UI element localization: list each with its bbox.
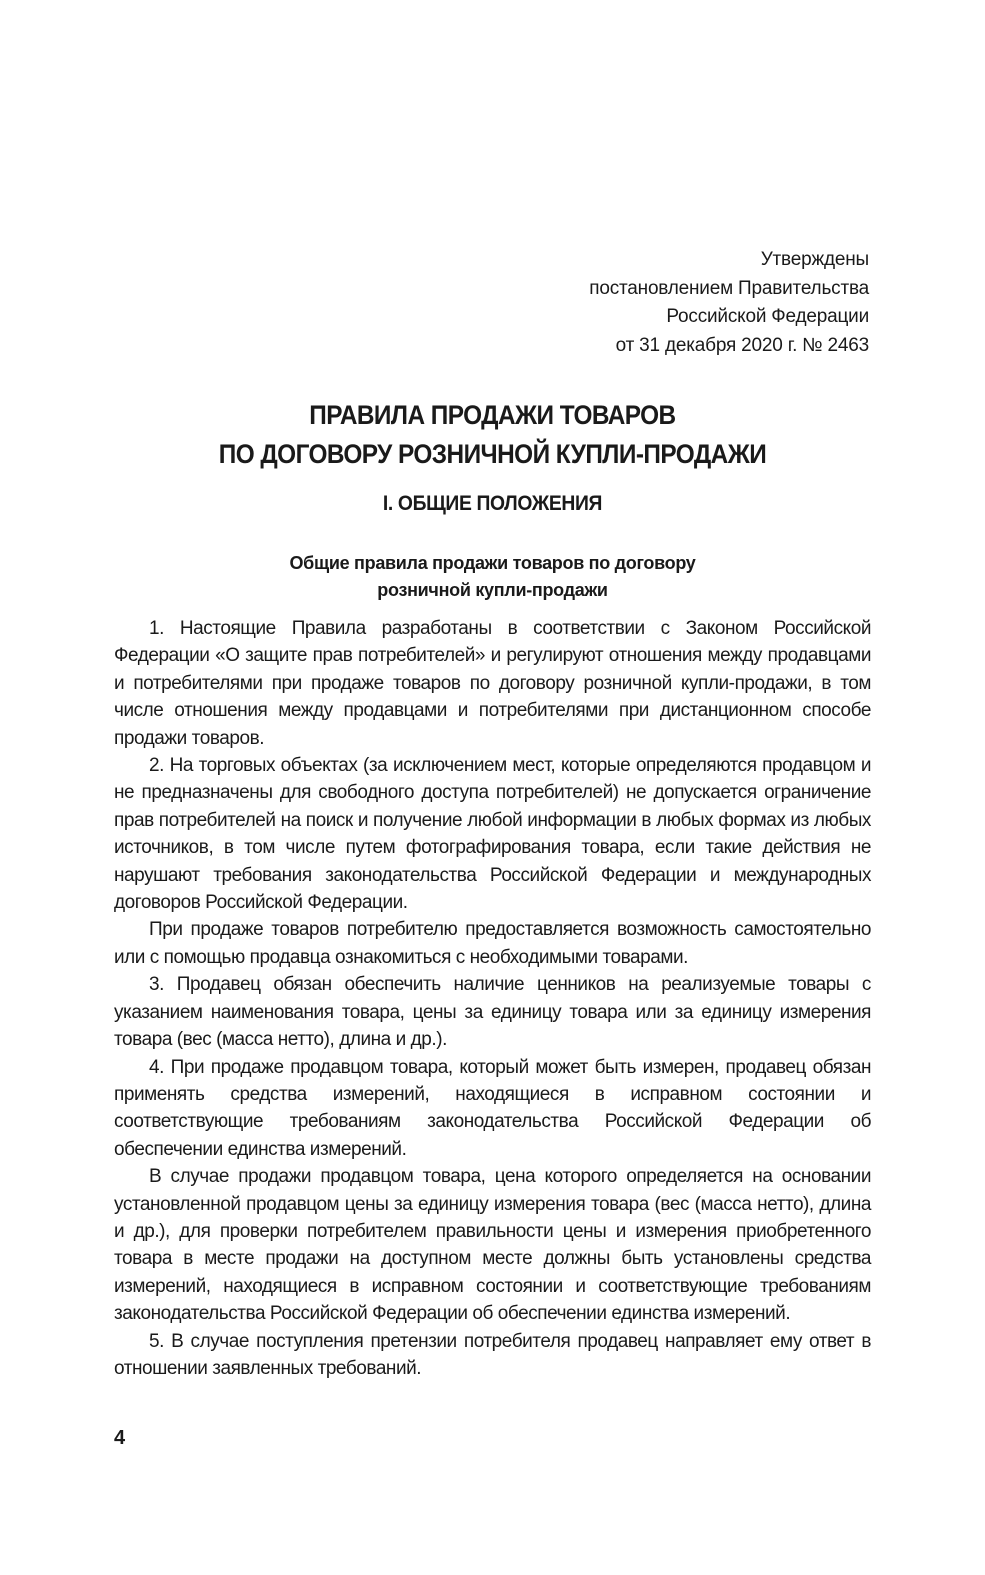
approval-line-3: Российской Федерации [666,306,869,327]
subsection-title-line-1: Общие правила продажи товаров по договору [289,553,696,573]
document-title [39,396,945,474]
section-title: I. ОБЩИЕ ПОЛОЖЕНИЯ [382,492,602,515]
approval-line-2: постановлением Правительства [589,277,869,299]
paragraph-3: При продаже товаров потребителю предоставляется возможность самостоятельно или с помощью продавца ознакомиться с необходимыми товарами. [114,919,871,968]
approval-line-1: Утверждены [760,249,869,270]
paragraph-4: 3. Продавец обязан обеспечить наличие ценников на реализуемые товары с указанием наименования товара, цены за единицу товара или за единицу измерения товара (вес (масса нетто), длина и др.). [114,974,871,1051]
paragraph-5: 4. При продаже продавцом товара, который может быть измерен, продавец обязан применять средства измерений, находящиеся в исправном состоянии и соответствующие требованиям законодательства Российской Федерации об обеспечении единства измерений. [114,1056,871,1160]
paragraph-7: 5. В случае поступления претензии потребителя продавец направляет ему ответ в отношении заявленных требований. [114,1330,871,1379]
subsection-title [0,550,985,603]
approval-block [589,246,869,360]
subsection-title-line-2: розничной купли-продажи [377,579,608,600]
paragraph-2: 2. На торговых объектах (за исключением мест, которые определяются продавцом и не предназначены для свободного доступа потребителей) не допускается ограничение прав потребителей на поиск и получение любой информации в любых формах из любых источников, в том числе путем фотографирования товара, если такие действия не нарушают требования законодательства Российской Федерации и международных договоров Российской Федерации. [114,755,871,914]
approval-line-4: от 31 декабря 2020 г. № 2463 [615,334,869,356]
body-text [114,615,871,1382]
paragraph-1: 1. Настоящие Правила разработаны в соответствии с Законом Российской Федерации «О защите прав потребителей» и регулируют отношения между продавцами и потребителями при продаже товаров по договору розничной купли-продажи, в том числе отношения между продавцами и потребителями при дистанционном способе продажи товаров. [114,618,871,749]
paragraph-6: В случае продажи продавцом товара, цена которого определяется на основании установленной продавцом цены за единицу измерения товара (вес (масса нетто), длина и др.), для проверки потребителем правильности цены и измерения приобретенного товара в месте продажи на доступном месте должны быть установлены средства измерений, находящиеся в исправном состоянии и соответствующие требованиям законодательства Российской Федерации об обеспечении единства измерений. [114,1166,871,1325]
document-title-line-1: ПРАВИЛА ПРОДАЖИ ТОВАРОВ [309,400,676,430]
document-title-line-2: ПО ДОГОВОРУ РОЗНИЧНОЙ КУПЛИ-ПРОДАЖИ [218,439,767,469]
page-number: 4 [114,1427,126,1449]
